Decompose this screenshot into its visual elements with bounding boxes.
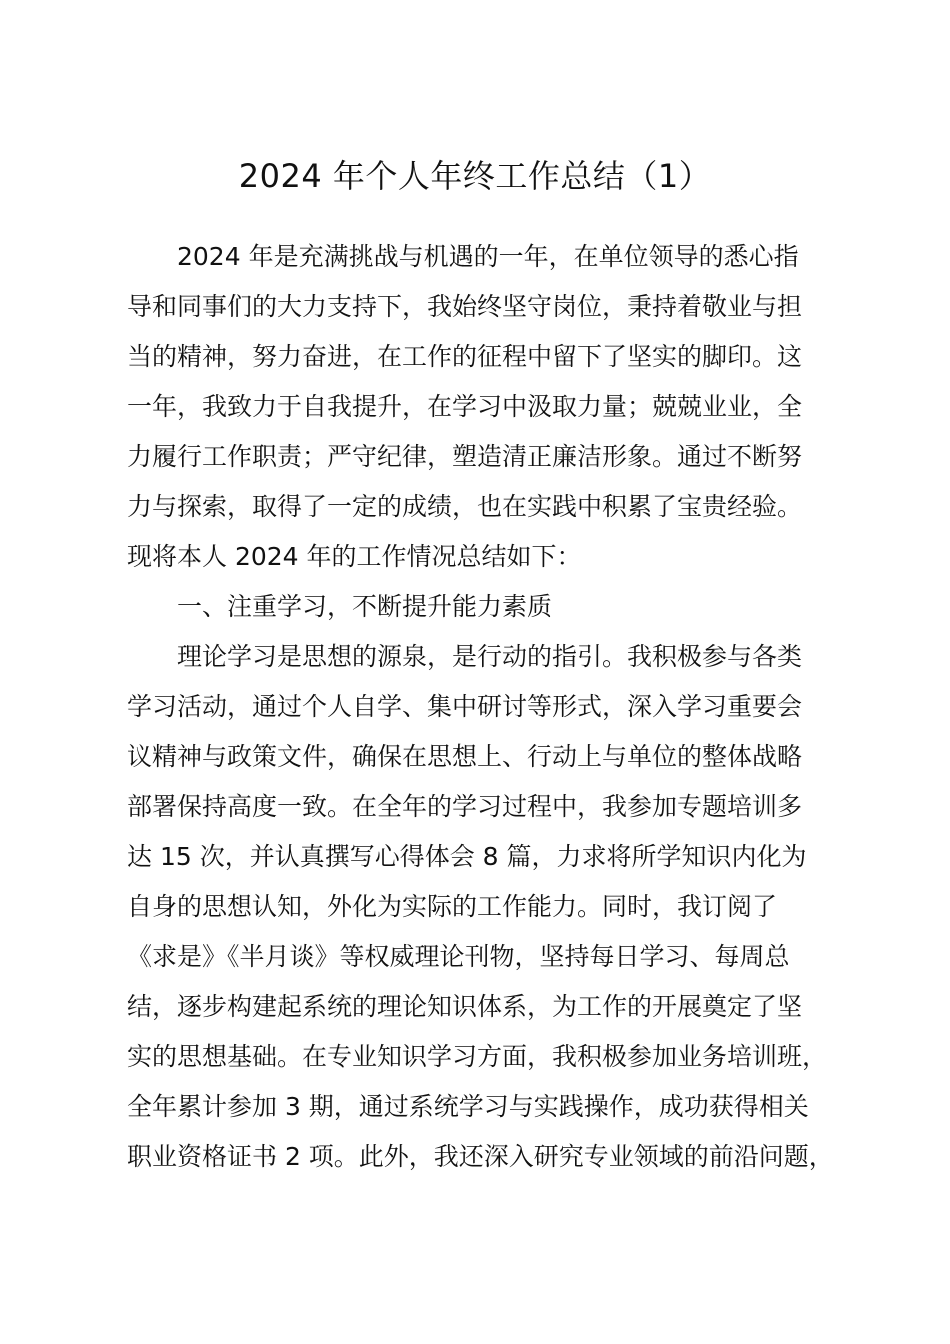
paragraph-line: 力履行工作职责；严守纪律，塑造清正廉洁形象。通过不断努 <box>127 442 803 471</box>
section-heading: 一、注重学习，不断提升能力素质 <box>177 592 553 621</box>
document-body <box>127 232 833 1182</box>
paragraph-line: 议精神与政策文件，确保在思想上、行动上与单位的整体战略 <box>127 742 803 771</box>
paragraph-line: 2024 年是充满挑战与机遇的一年，在单位领导的悉心指 <box>177 242 799 271</box>
document-title: 2024 年个人年终工作总结（1） <box>238 157 712 195</box>
paragraph-line: 职业资格证书 2 项。此外，我还深入研究专业领域的前沿问题， <box>127 1142 834 1171</box>
paragraph-line: 达 15 次，并认真撰写心得体会 8 篇，力求将所学知识内化为 <box>127 842 807 871</box>
paragraph-line: 力与探索，取得了一定的成绩，也在实践中积累了宝贵经验。 <box>127 492 803 521</box>
paragraph-line: 《求是》《半月谈》等权威理论刊物，坚持每日学习、每周总 <box>127 942 790 971</box>
paragraph-line: 结，逐步构建起系统的理论知识体系，为工作的开展奠定了坚 <box>127 992 803 1021</box>
paragraph-line: 部署保持高度一致。在全年的学习过程中，我参加专题培训多 <box>127 792 803 821</box>
paragraph-line: 现将本人 2024 年的工作情况总结如下： <box>127 542 582 571</box>
paragraph-line: 全年累计参加 3 期，通过系统学习与实践操作，成功获得相关 <box>127 1092 809 1121</box>
paragraph-line: 实的思想基础。在专业知识学习方面，我积极参加业务培训班， <box>127 1042 828 1071</box>
paragraph-line: 学习活动，通过个人自学、集中研讨等形式，深入学习重要会 <box>127 692 803 721</box>
paragraph-line: 当的精神，努力奋进，在工作的征程中留下了坚实的脚印。这 <box>127 342 803 371</box>
paragraph-line: 一年，我致力于自我提升，在学习中汲取力量；兢兢业业，全 <box>127 392 803 421</box>
paragraph-line: 导和同事们的大力支持下，我始终坚守岗位，秉持着敬业与担 <box>127 292 803 321</box>
paragraph-line: 自身的思想认知，外化为实际的工作能力。同时，我订阅了 <box>127 892 778 921</box>
paragraph-line: 理论学习是思想的源泉，是行动的指引。我积极参与各类 <box>177 642 803 671</box>
